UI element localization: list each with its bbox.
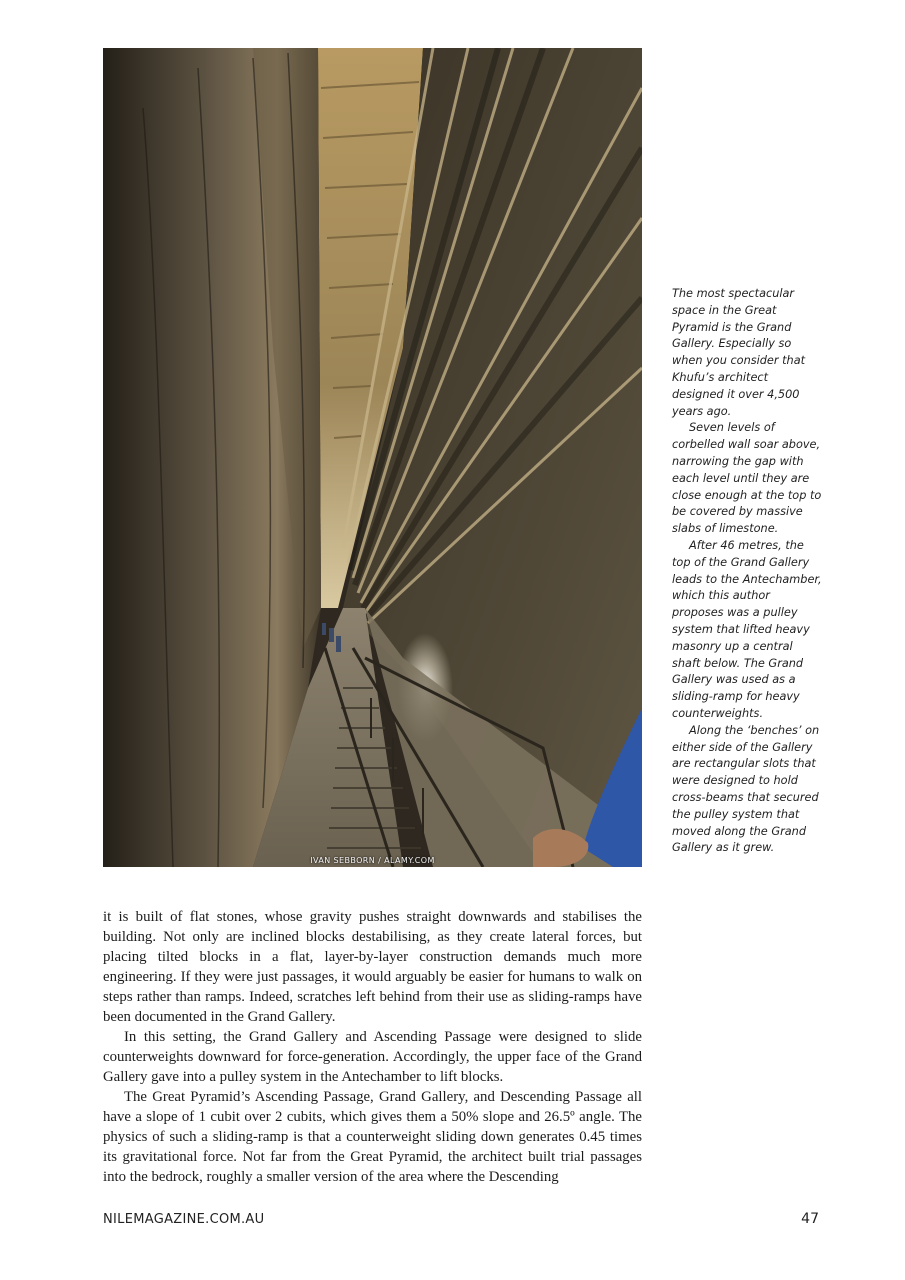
photo-credit: IVAN SEBBORN / ALAMY.COM xyxy=(310,856,435,865)
body-paragraph: In this setting, the Grand Gallery and Ascending Passage were designed to slide counterweights downward for force-generation. Accordingly, the upper face of the Grand Gallery gave into a pulley system in the Antechamber to lift blocks. xyxy=(103,1029,642,1085)
caption-paragraph: After 46 metres, the top of the Grand Gallery leads to the Antechamber, which this author proposes was a pulley system that lifted heavy masonry up a central shaft below. The Grand Gallery was used as a sliding-ramp for heavy counterweights. xyxy=(672,538,822,720)
caption-paragraph: The most spectacular space in the Great Pyramid is the Grand Gallery. Especially so when you consider that Khufu’s architect designed it over 4,500 years ago. xyxy=(672,287,806,418)
article-body xyxy=(103,907,642,1187)
page-number: 47 xyxy=(801,1211,819,1227)
footer-website: NILEMAGAZINE.COM.AU xyxy=(103,1212,265,1227)
body-paragraph: The Great Pyramid’s Ascending Passage, Grand Gallery, and Descending Passage all have a slope of 1 cubit over 2 cubits, which gives them a 50% slope and 26.5º angle. The physics of such a sliding-ramp is that a counterweight sliding down generates 0.45 times its gravitational force. Not far from the Great Pyramid, the architect built trial passages into the bedrock, roughly a smaller version of the area where the Descending xyxy=(103,1089,642,1185)
caption-paragraph: Along the ‘benches’ on either side of the Gallery are rectangular slots that were designed to hold cross-beams that secured the pulley system that moved along the Grand Gallery as it grew. xyxy=(672,723,820,855)
photo-caption xyxy=(672,286,822,857)
body-paragraph: it is built of flat stones, whose gravity pushes straight downwards and stabilises the building. Not only are inclined blocks destabilising, as they create lateral forces, but placing tilted blocks in a flat, layer-by-layer construction demands much more engineering. If they were just passages, it would arguably be easier for humans to walk on steps rather than ramps. Indeed, scratches left behind from their use as sliding-ramps have been documented in the Grand Gallery. xyxy=(103,909,642,1025)
grand-gallery-illustration xyxy=(103,48,642,867)
grand-gallery-photo xyxy=(103,48,642,867)
caption-paragraph: Seven levels of corbelled wall soar above, narrowing the gap with each level until they are close enough at the top to be covered by massive slabs of limestone. xyxy=(672,421,822,536)
